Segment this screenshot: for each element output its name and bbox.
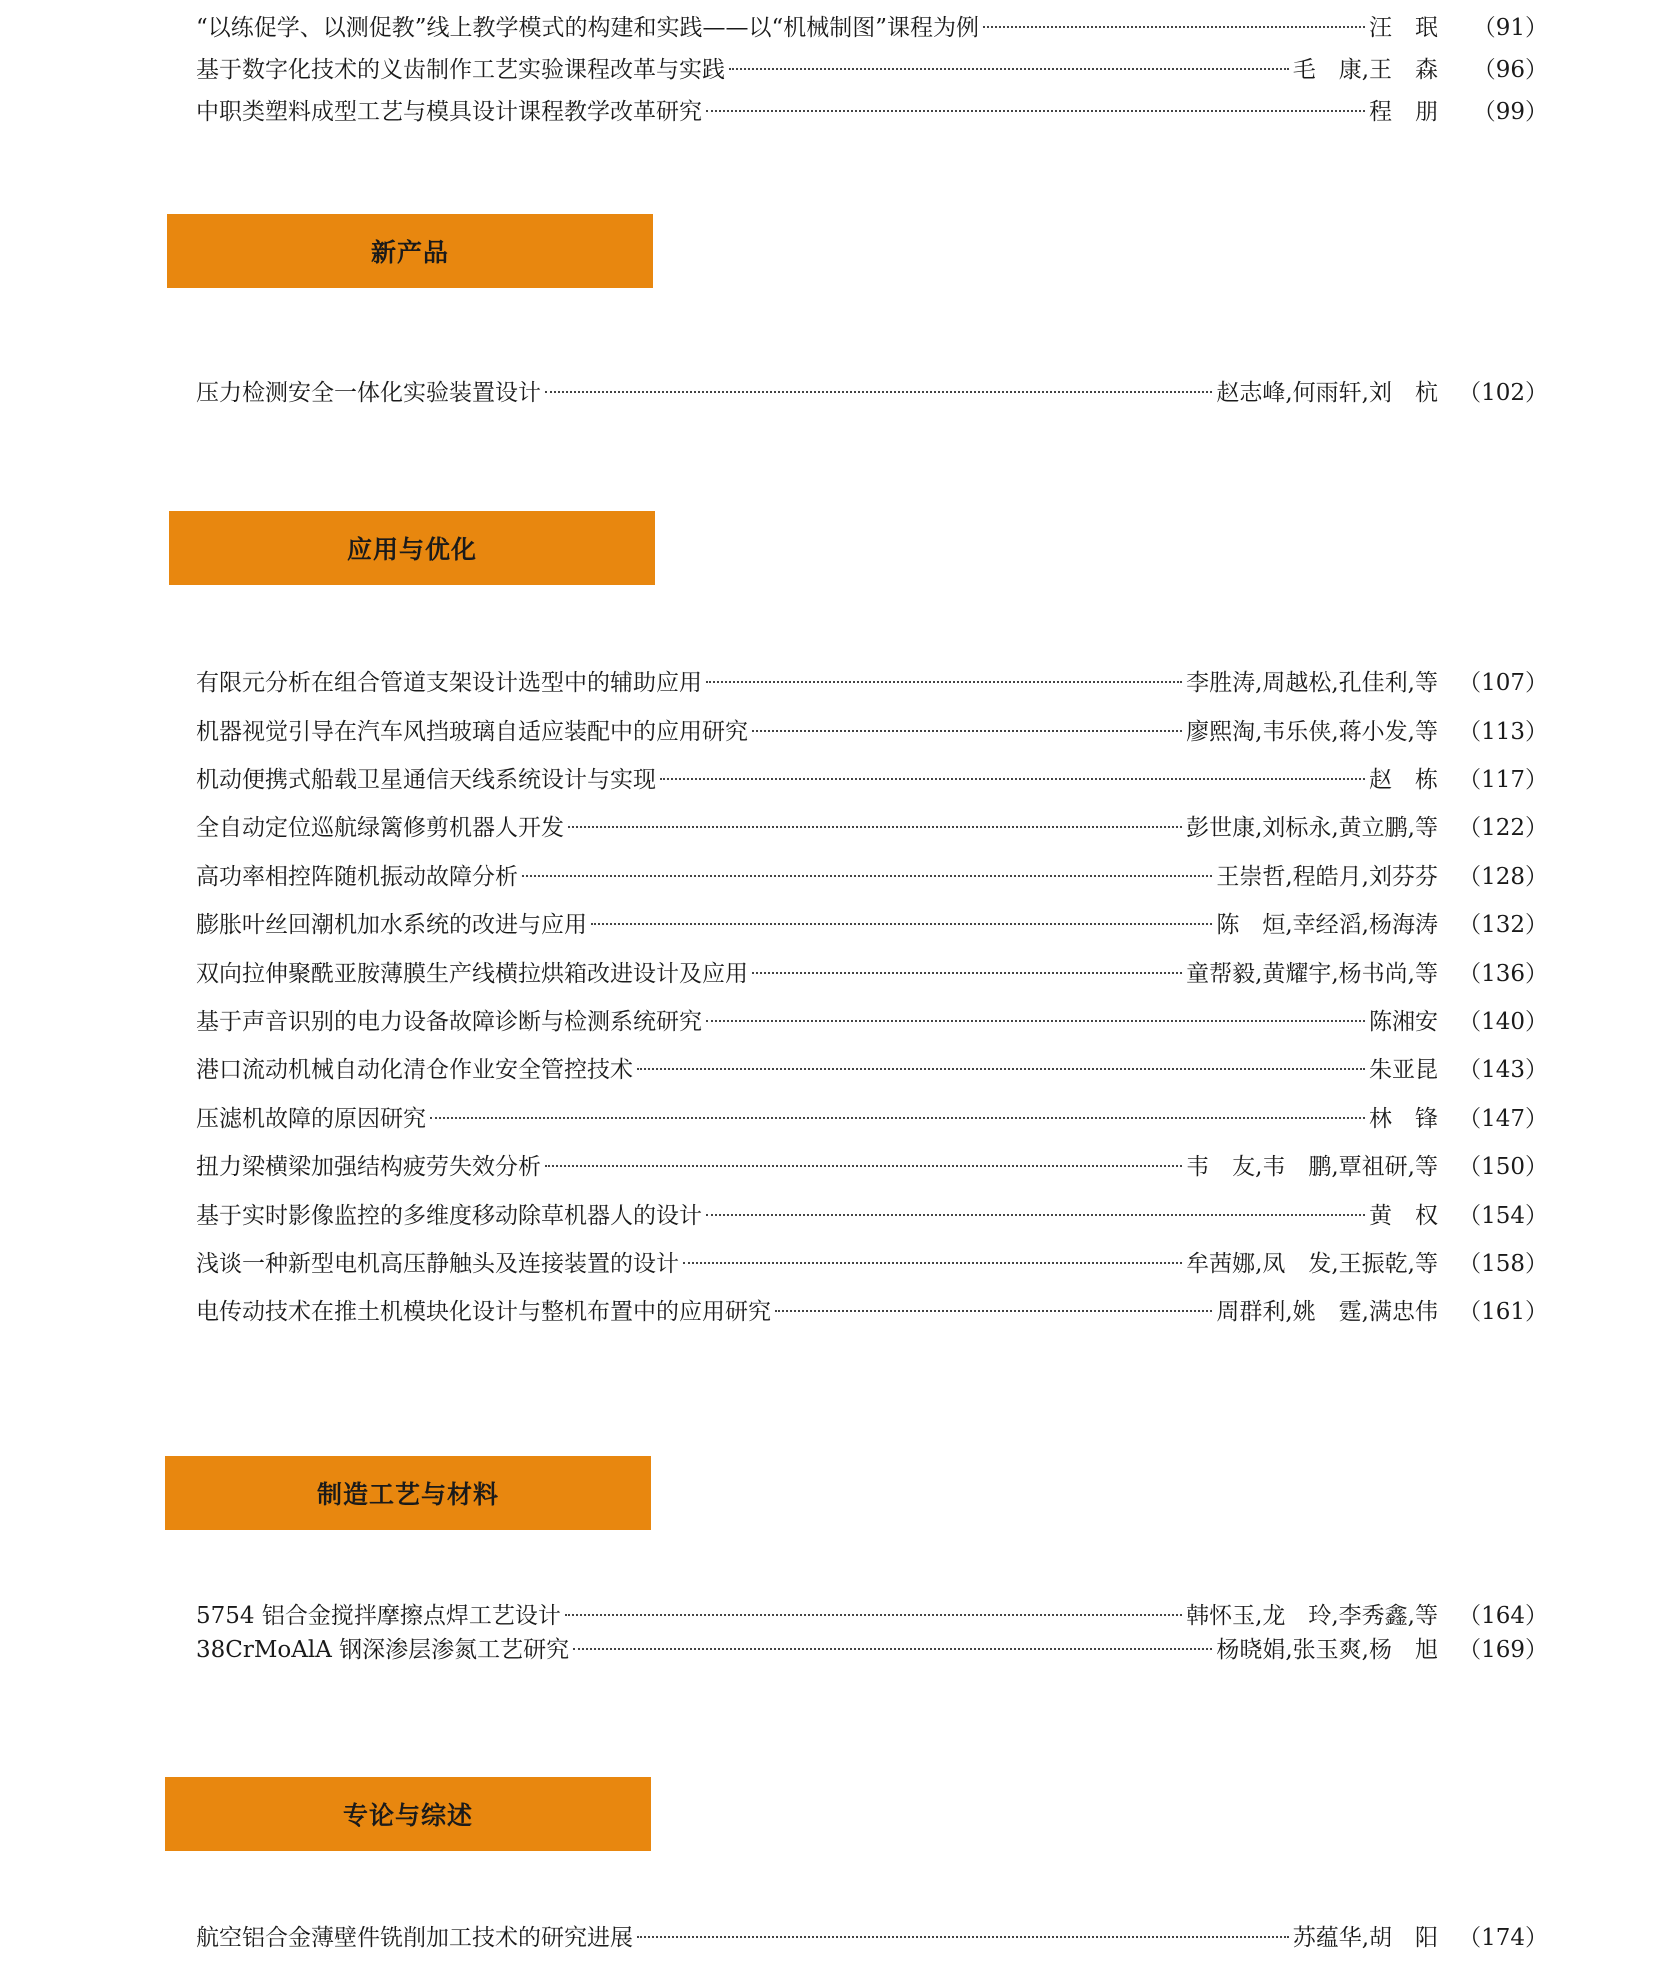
leader-dots — [983, 26, 1365, 28]
entry-title: 有限元分析在组合管道支架设计选型中的辅助应用 — [196, 670, 702, 696]
toc-entry[interactable] — [196, 716, 1548, 748]
toc-entry[interactable] — [196, 764, 1548, 796]
leader-dots — [637, 1936, 1289, 1938]
toc-entry[interactable] — [196, 54, 1548, 86]
entry-title: 机动便携式船载卫星通信天线系统设计与实现 — [196, 767, 656, 793]
entry-title: 5754 铝合金搅拌摩擦点焊工艺设计 — [196, 1603, 561, 1629]
leader-dots — [545, 1165, 1182, 1167]
leader-dots — [775, 1310, 1212, 1312]
toc-entry[interactable] — [196, 377, 1548, 409]
entry-page: （136） — [1458, 961, 1548, 987]
entry-authors: 牟茜娜,凤 发,王振乾,等 — [1186, 1251, 1438, 1277]
toc-entry[interactable] — [196, 1054, 1548, 1086]
leader-dots — [637, 1068, 1365, 1070]
entry-title: 双向拉伸聚酰亚胺薄膜生产线横拉烘箱改进设计及应用 — [196, 961, 748, 987]
entry-title: “以练促学、以测促教”线上教学模式的构建和实践——以“机械制图”课程为例 — [196, 15, 980, 41]
leader-dots — [568, 826, 1182, 828]
leader-dots — [752, 730, 1182, 732]
entry-page: （169） — [1458, 1637, 1548, 1663]
leader-dots — [706, 1020, 1365, 1022]
entry-page: （150） — [1458, 1154, 1548, 1180]
entry-page: （96） — [1472, 57, 1548, 83]
toc-entry[interactable] — [196, 96, 1548, 128]
toc-entry[interactable] — [196, 1296, 1548, 1328]
leader-dots — [522, 875, 1212, 877]
entry-authors: 苏蕴华,胡 阳 — [1292, 1925, 1438, 1951]
toc-entry[interactable] — [196, 1248, 1548, 1280]
entry-title: 浅谈一种新型电机高压静触头及连接装置的设计 — [196, 1251, 679, 1277]
entry-authors: 赵 栋 — [1369, 767, 1438, 793]
entry-authors: 韩怀玉,龙 玲,李秀鑫,等 — [1186, 1603, 1438, 1629]
entry-page: （158） — [1458, 1251, 1548, 1277]
entry-authors: 周群利,姚 霆,满忠伟 — [1216, 1299, 1438, 1325]
entry-authors: 彭世康,刘标永,黄立鹏,等 — [1186, 815, 1438, 841]
leader-dots — [545, 391, 1212, 393]
entry-authors: 汪 珉 — [1369, 15, 1438, 41]
toc-entry[interactable] — [196, 12, 1548, 44]
entry-authors: 赵志峰,何雨轩,刘 杭 — [1216, 380, 1438, 406]
entry-title: 航空铝合金薄壁件铣削加工技术的研究进展 — [196, 1925, 633, 1951]
leader-dots — [683, 1262, 1182, 1264]
entry-title: 基于实时影像监控的多维度移动除草机器人的设计 — [196, 1203, 702, 1229]
toc-entry[interactable] — [196, 1103, 1548, 1135]
entry-page: （99） — [1472, 99, 1548, 125]
entry-page: （164） — [1458, 1603, 1548, 1629]
entry-authors: 朱亚昆 — [1369, 1057, 1438, 1083]
toc-entry[interactable] — [196, 1634, 1548, 1666]
entry-title: 基于数字化技术的义齿制作工艺实验课程改革与实践 — [196, 57, 725, 83]
entry-page: （122） — [1458, 815, 1548, 841]
entry-authors: 廖熙淘,韦乐侠,蒋小发,等 — [1186, 719, 1438, 745]
leader-dots — [706, 1214, 1365, 1216]
section-header-application — [169, 511, 655, 585]
entry-title: 全自动定位巡航绿篱修剪机器人开发 — [196, 815, 564, 841]
leader-dots — [752, 972, 1182, 974]
entry-page: （132） — [1458, 912, 1548, 938]
leader-dots — [573, 1648, 1212, 1650]
entry-page: （117） — [1458, 767, 1548, 793]
section-header-label: 应用与优化 — [346, 535, 477, 564]
toc-entry[interactable] — [196, 1200, 1548, 1232]
toc-entry[interactable] — [196, 958, 1548, 990]
entry-title: 港口流动机械自动化清仓作业安全管控技术 — [196, 1057, 633, 1083]
section-header-label: 专论与综述 — [342, 1801, 473, 1830]
section-header-reviews — [165, 1777, 651, 1851]
leader-dots — [430, 1117, 1365, 1119]
toc-entry[interactable] — [196, 667, 1548, 699]
entry-authors: 林 锋 — [1369, 1106, 1438, 1132]
entry-title: 扭力梁横梁加强结构疲劳失效分析 — [196, 1154, 541, 1180]
toc-entry[interactable] — [196, 1006, 1548, 1038]
entry-authors: 王崇哲,程皓月,刘芬芬 — [1216, 864, 1438, 890]
leader-dots — [706, 110, 1365, 112]
section-header-new-products — [167, 214, 653, 288]
entry-title: 基于声音识别的电力设备故障诊断与检测系统研究 — [196, 1009, 702, 1035]
entry-page: （143） — [1458, 1057, 1548, 1083]
entry-title: 膨胀叶丝回潮机加水系统的改进与应用 — [196, 912, 587, 938]
entry-page: （107） — [1458, 670, 1548, 696]
toc-entry[interactable] — [196, 1151, 1548, 1183]
entry-page: （161） — [1458, 1299, 1548, 1325]
entry-authors: 陈湘安 — [1369, 1009, 1438, 1035]
leader-dots — [729, 68, 1289, 70]
entry-authors: 黄 权 — [1369, 1203, 1438, 1229]
leader-dots — [706, 681, 1182, 683]
section-header-manufacturing — [165, 1456, 651, 1530]
entry-title: 压滤机故障的原因研究 — [196, 1106, 426, 1132]
entry-page: （174） — [1458, 1925, 1548, 1951]
leader-dots — [565, 1614, 1182, 1616]
section-header-label: 新产品 — [370, 238, 449, 267]
entry-page: （140） — [1458, 1009, 1548, 1035]
entry-page: （113） — [1458, 719, 1548, 745]
entry-page: （154） — [1458, 1203, 1548, 1229]
entry-authors: 程 朋 — [1369, 99, 1438, 125]
entry-page: （102） — [1458, 380, 1548, 406]
entry-authors: 童帮毅,黄耀宇,杨书尚,等 — [1186, 961, 1438, 987]
entry-title: 高功率相控阵随机振动故障分析 — [196, 864, 518, 890]
toc-entry[interactable] — [196, 1600, 1548, 1632]
entry-title: 机器视觉引导在汽车风挡玻璃自适应装配中的应用研究 — [196, 719, 748, 745]
entry-page: （147） — [1458, 1106, 1548, 1132]
leader-dots — [660, 778, 1365, 780]
entry-authors: 陈 烜,幸经滔,杨海涛 — [1216, 912, 1438, 938]
entry-authors: 李胜涛,周越松,孔佳利,等 — [1186, 670, 1438, 696]
entry-authors: 韦 友,韦 鹏,覃祖研,等 — [1186, 1154, 1438, 1180]
entry-page: （91） — [1472, 15, 1548, 41]
toc-entry[interactable] — [196, 861, 1548, 893]
toc-entry[interactable] — [196, 1922, 1548, 1954]
entry-title: 中职类塑料成型工艺与模具设计课程教学改革研究 — [196, 99, 702, 125]
entry-page: （128） — [1458, 864, 1548, 890]
entry-title: 压力检测安全一体化实验装置设计 — [196, 380, 541, 406]
entry-title: 38CrMoAlA 钢深渗层渗氮工艺研究 — [196, 1637, 570, 1663]
section-header-label: 制造工艺与材料 — [316, 1480, 499, 1509]
entry-authors: 杨晓娟,张玉爽,杨 旭 — [1216, 1637, 1438, 1663]
entry-title: 电传动技术在推土机模块化设计与整机布置中的应用研究 — [196, 1299, 771, 1325]
leader-dots — [591, 923, 1212, 925]
entry-authors: 毛 康,王 森 — [1292, 57, 1438, 83]
toc-entry[interactable] — [196, 909, 1548, 941]
toc-entry[interactable] — [196, 812, 1548, 844]
